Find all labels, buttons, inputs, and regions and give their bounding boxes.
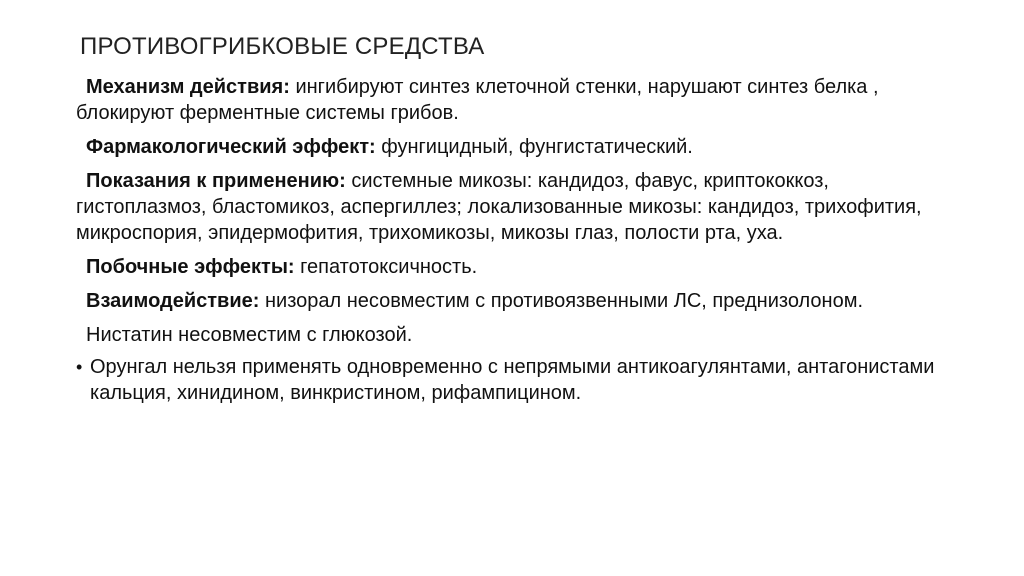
slide-content	[76, 74, 956, 406]
orungal-bullet-item	[76, 354, 956, 406]
indications-term: Показания к применению:	[86, 170, 346, 192]
slide-title: ПРОТИВОГРИБКОВЫЕ СРЕДСТВА	[80, 33, 485, 60]
mechanism-text: ингибируют синтез клеточной стенки, нарушают синтез белка , блокируют ферментные системы грибов.	[76, 76, 879, 124]
indications-paragraph	[76, 168, 956, 246]
side-effects-paragraph	[76, 254, 956, 280]
indications-text: системные микозы: кандидоз, фавус, криптококкоз, гистоплазмоз, бластомикоз, аспергиллез; локализованные микозы: кандидоз, трихофития, микроспория, эпидермофития, трихомикозы, микозы глаз, полости рта, уха.	[76, 170, 922, 244]
pharmacological-effect-paragraph	[76, 134, 956, 160]
side-effects-term: Побочные эффекты:	[86, 256, 295, 278]
interaction-text: низорал несовместим с противоязвенными ЛС, преднизолоном.	[259, 290, 864, 312]
pharmacological-effect-text: фунгицидный, фунгистатический.	[375, 136, 693, 158]
bullet-icon: •	[76, 357, 83, 377]
mechanism-term: Механизм действия:	[86, 76, 290, 98]
interaction-term: Взаимодействие:	[86, 290, 260, 312]
orungal-bullet-text: Орунгал нельзя применять одновременно с непрямыми антикоагулянтами, антагонистами кальция, хинидином, винкристином, рифампицином.	[90, 356, 935, 404]
mechanism-paragraph	[76, 74, 956, 126]
pharmacological-effect-term: Фармакологический эффект:	[86, 136, 376, 158]
nystatin-line: Нистатин несовместим с глюкозой.	[86, 324, 413, 346]
side-effects-text: гепатотоксичность.	[294, 256, 478, 278]
interaction-paragraph	[76, 288, 956, 314]
